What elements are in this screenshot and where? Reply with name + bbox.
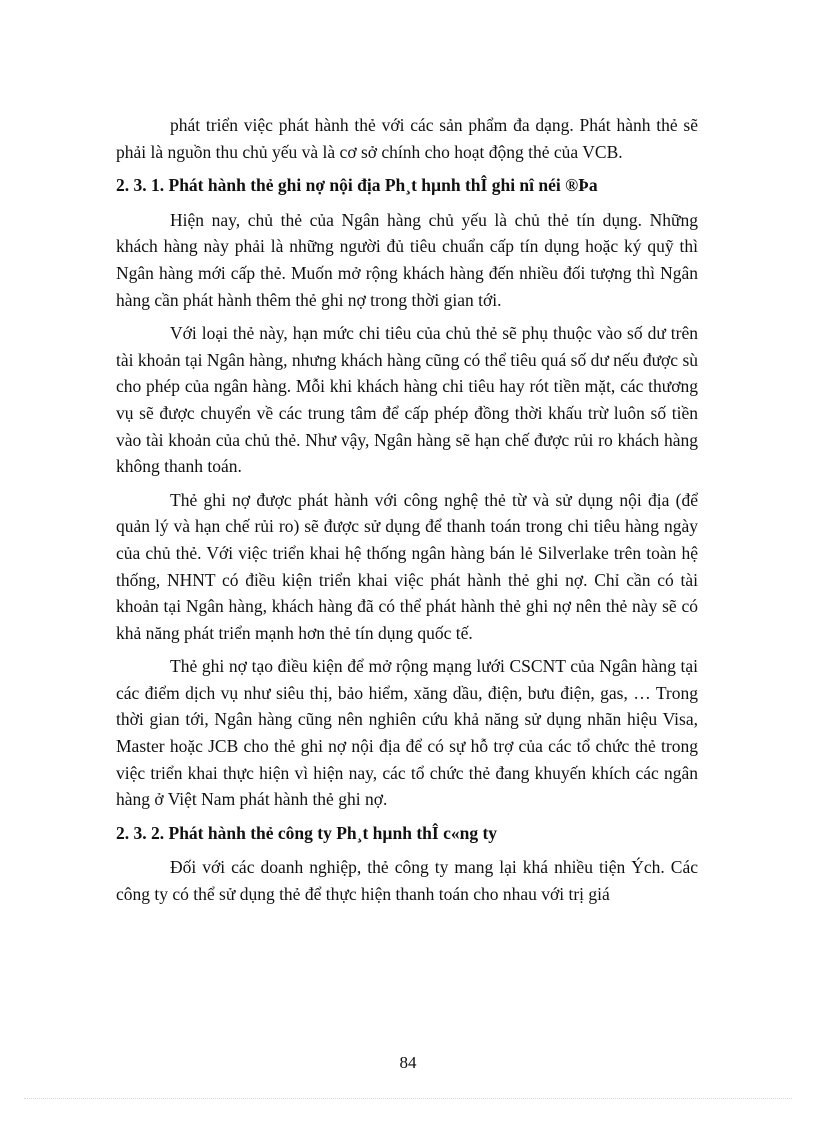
- body-paragraph: Với loại thẻ này, hạn mức chi tiêu của chủ thẻ sẽ phụ thuộc vào số dư trên tài khoản tại Ngân hàng, nhưng khách hàng cũng có thể tiêu quá số dư nếu được sù cho phép của ngân hàng. Mỗi khi khách hàng chi tiêu hay rót tiền mặt, các thương vụ sẽ được chuyển về các trung tâm để cấp phép đồng thời khấu trừ luôn số tiền vào tài khoản của chủ thẻ. Như vậy, Ngân hàng sẽ hạn chế được rủi ro khách hàng không thanh toán.: [116, 323, 699, 477]
- body-paragraph: Thẻ ghi nợ tạo điều kiện để mở rộng mạng lưới CSCNT của Ngân hàng tại các điểm dịch vụ như siêu thị, bảo hiểm, xăng dầu, điện, bưu điện, gas, … Trong thời gian tới, Ngân hàng cũng nên nghiên cứu khả năng sử dụng nhãn hiệu Visa, Master hoặc JCB cho thẻ ghi nợ nội địa để có sự hỗ trợ của các tổ chức thẻ trong việc triển khai thực hiện vì hiện nay, các tổ chức thẻ đang khuyến khích các ngân hàng ở Việt Nam phát hành thẻ ghi nợ.: [116, 656, 698, 810]
- body-paragraph: Hiện nay, chủ thẻ của Ngân hàng chủ yếu là chủ thẻ tín dụng. Những khách hàng này phải là những người đủ tiêu chuẩn cấp tín dụng hoặc ký quỹ thì Ngân hàng mới cấp thẻ. Muốn mở rộng khách hàng đến nhiều đối tượng thì Ngân hàng cần phát hành thêm thẻ ghi nợ trong thời gian tới.: [116, 209, 698, 310]
- section-heading-2-3-2: 2. 3. 2. Phát hành thẻ công ty Ph¸t hµnh thÎ c«ng ty: [116, 822, 498, 843]
- body-paragraph: phát triển việc phát hành thẻ với các sản phẩm đa dạng. Phát hành thẻ sẽ phải là nguồn thu chủ yếu và là cơ sở chính cho hoạt động thẻ của VCB.: [116, 115, 698, 162]
- page-body: [116, 112, 698, 915]
- page-bottom-divider: [24, 1098, 792, 1099]
- section-heading-2-3-1: 2. 3. 1. Phát hành thẻ ghi nợ nội địa Ph¸t hµnh thÎ ghi nî néi ®Þa: [116, 175, 598, 196]
- body-paragraph: Thẻ ghi nợ được phát hành với công nghệ thẻ từ và sử dụng nội địa (để quản lý và hạn chế rủi ro) sẽ được sử dụng để thanh toán trong chi tiêu hàng ngày của chủ thẻ. Với việc triển khai hệ thống ngân hàng bán lẻ Silverlake trên toàn hệ thống, NHNT có điều kiện triển khai việc phát hành thẻ ghi nợ. Chỉ cần có tài khoản tại Ngân hàng, khách hàng đã có thể phát hành thẻ ghi nợ nên thẻ này sẽ có khả năng phát triển mạnh hơn thẻ tín dụng quốc tế.: [116, 489, 698, 643]
- body-paragraph: Đối với các doanh nghiệp, thẻ công ty mang lại khá nhiều tiện Ých. Các công ty có thể sử dụng thẻ để thực hiện thanh toán cho nhau với trị giá: [116, 857, 698, 905]
- page-number: 84: [399, 1053, 417, 1072]
